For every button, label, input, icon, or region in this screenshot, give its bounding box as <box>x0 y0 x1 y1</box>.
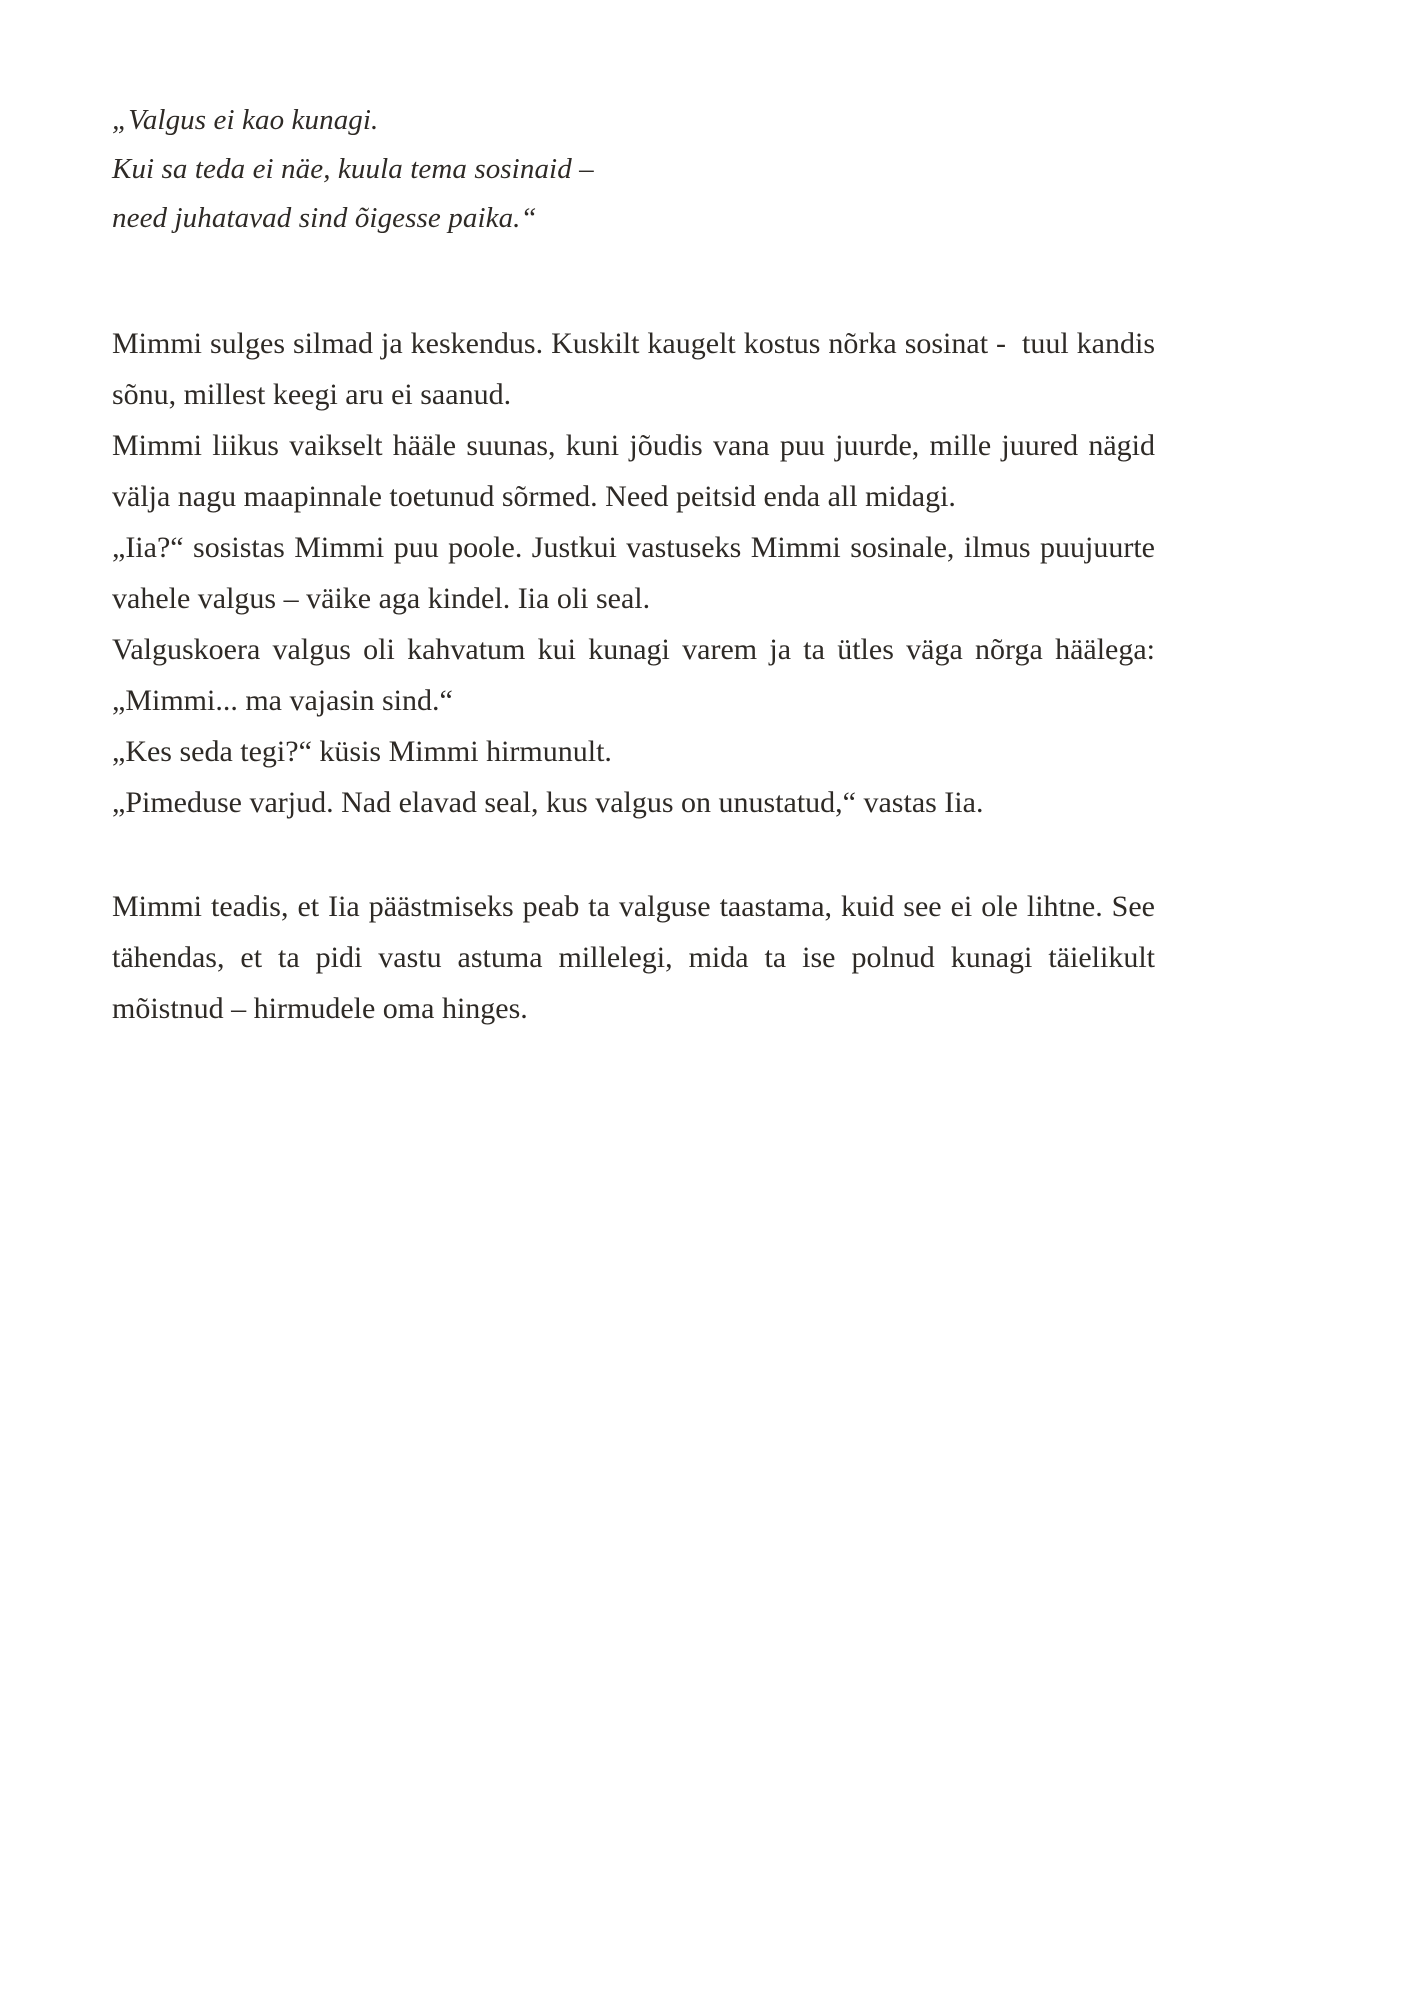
narrative-block-two <box>112 881 1163 1034</box>
paragraph: „Pimeduse varjud. Nad elavad seal, kus valgus on unustatud,“ vastas Iia. <box>112 786 984 819</box>
paragraph: Mimmi teadis, et Iia päästmiseks peab ta valguse taastama, kuid see ei ole lihtne. See tähendas, et ta pidi vastu astuma millelegi, mida ta ise polnud kunagi täielikult mõistnud – hirmudele oma hinges. <box>112 890 1163 1025</box>
paragraph: Mimmi sulges silmad ja keskendus. Kuskilt kaugelt kostus nõrka sosinat - tuul kandis sõnu, millest keegi aru ei saanud. <box>112 327 1163 411</box>
paragraph: „Iia?“ sosistas Mimmi puu poole. Justkui vastuseks Mimmi sosinale, ilmus puujuurte vahele valgus – väike aga kindel. Iia oli seal. <box>112 531 1163 615</box>
paragraph: Valguskoera valgus oli kahvatum kui kunagi varem ja ta ütles väga nõrga häälega: „Mimmi... ma vajasin sind.“ <box>112 633 1163 717</box>
epigraph-line-2: Kui sa teda ei näe, kuula tema sosinaid – <box>112 153 594 185</box>
narrative-block-one <box>112 318 1163 828</box>
epigraph-line-3: need juhatavad sind õigesse paika.“ <box>112 202 537 234</box>
text-column <box>112 96 1163 1034</box>
paragraph: Mimmi liikus vaikselt hääle suunas, kuni jõudis vana puu juurde, mille juured nägid välja nagu maapinnale toetunud sõrmed. Need peitsid enda all midagi. <box>112 429 1163 513</box>
epigraph-line-1: „Valgus ei kao kunagi. <box>112 104 379 136</box>
paragraph: „Kes seda tegi?“ küsis Mimmi hirmunult. <box>112 735 612 768</box>
epigraph <box>112 96 1155 243</box>
